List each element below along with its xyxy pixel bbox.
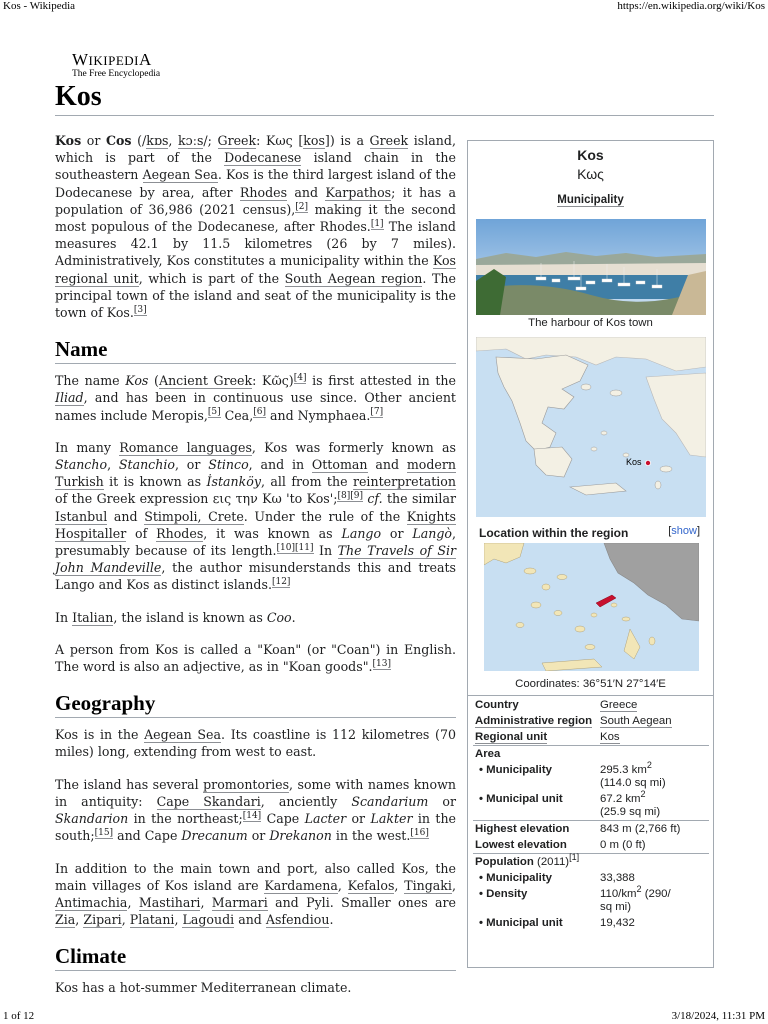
reference-link[interactable]: [9] [350, 491, 363, 502]
geography-paragraph-3: In addition to the main town and port, also called Kos, the main villages of Kos island are Kardamena, Kefalos, Tingaki, Antimachia, Mastihari, Marmari and Pyli. Smaller ones are Zia, Zipari, Platani, Lagoudi and Asfendiou. [55, 860, 456, 928]
kos-regional-unit-link[interactable]: Kos regional unit [55, 253, 456, 286]
village-link-kefalos[interactable]: Kefalos [347, 877, 395, 893]
print-title: Kos - Wikipedia [3, 0, 76, 12]
village-link-marmari[interactable]: Marmari [211, 894, 268, 910]
greece-locator-map[interactable] [476, 337, 706, 517]
show-toggle[interactable]: [show] [668, 525, 700, 537]
logo-tagline: The Free Encyclopedia [72, 69, 161, 79]
kos-regional-unit-link[interactable]: Kos [600, 730, 620, 743]
rhodes-link[interactable]: Rhodes [239, 184, 288, 200]
page-count: 1 of 12 [3, 1010, 35, 1022]
travels-mandeville-link[interactable]: The Travels of Sir John Mandeville [55, 543, 456, 576]
print-datetime: 3/18/2024, 11:31 PM [671, 1010, 765, 1022]
istanbul-link[interactable]: Istanbul [55, 508, 108, 524]
village-link-zia[interactable]: Zia [55, 912, 76, 928]
section-heading-name: Name [55, 336, 456, 364]
reference-link[interactable]: [14] [242, 810, 262, 821]
greek-language-link[interactable]: Greek [217, 133, 257, 148]
reference-link[interactable]: [4] [293, 373, 307, 384]
ancient-greek-link[interactable]: Ancient Greek [158, 373, 253, 389]
knights-hospitaller-link[interactable]: Knights Hospitaller [55, 508, 456, 541]
aegean-sea-link[interactable]: Aegean Sea [142, 167, 218, 183]
coordinates[interactable]: Coordinates: 36°51′N 27°14′E [515, 678, 666, 690]
aegean-sea-link[interactable]: Aegean Sea [144, 727, 222, 743]
iliad-link[interactable]: Iliad [55, 390, 84, 406]
intro-paragraph: Kos or Cos (/kɒs, kɔːs/; Greek: Κως [kos]) is a Greek island, which is part of the Dodecanese island chain in the southeastern Aegean Sea. Kos is the third largest island of the Dodecanese by area, after Rhodes and Karpathos; it has a population of 36,986 (2021 census),[2] making it the second most populous of the Dodecanese, after Rhodes.[1] The island measures 42.1 by 11.5 kilometres (26 by 7 miles). Administratively, Kos constitutes a municipality within the Kos regional unit, which is part of the South Aegean region. The principal town of the island and seat of the municipality is the town of Kos.[3] [55, 133, 457, 321]
name-paragraph-2: In many Romance languages, Kos was formerly known as Stancho, Stanchio, or Stinco, and in Ottoman and modern Turkish it is known as İstanköy, all from the reinterpretation of the Greek expression εις την Κω 'to Kos';[8][9] cf. the similar Istanbul and Stimpoli, Crete. Under the rule of the Knights Hospitaller of Rhodes, it was known as Lango or Langò, presumably because of its length.[10][11] In The Travels of Sir John Mandeville, the author misunderstands this and treats Lango and Kos as distinct islands.[12] [55, 439, 457, 593]
infobox-row-highest-elevation: Highest elevation 843 m (2,766 ft) [473, 821, 709, 838]
rhodes-link[interactable]: Rhodes [156, 525, 204, 541]
reference-link[interactable]: [5] [207, 407, 221, 418]
reference-link[interactable]: [8] [337, 491, 351, 502]
reference-link[interactable]: [3] [133, 304, 147, 315]
wikipedia-logo[interactable] [72, 50, 182, 79]
greek-link[interactable]: Greek [369, 133, 409, 148]
section-heading-geography: Geography [55, 690, 456, 718]
photo-caption: The harbour of Kos town [528, 317, 653, 329]
reinterpretation-link[interactable]: reinterpretation [352, 474, 456, 490]
kos-location-marker [645, 460, 650, 465]
infobox-row-country: Country Greece [475, 698, 638, 711]
italian-link[interactable]: Italian [72, 609, 114, 625]
south-aegean-link[interactable]: South Aegean [600, 714, 672, 727]
reference-link[interactable]: [2] [295, 201, 308, 212]
reference-link[interactable]: [16] [410, 828, 429, 839]
infobox-native-name: Κως [577, 166, 604, 182]
village-link-antimachia[interactable]: Antimachia [55, 894, 128, 910]
geography-paragraph-1: Kos is in the Aegean Sea. Its coastline is 112 kilometres (70 miles) long, extending from west to east. [55, 727, 456, 760]
village-link-zipari[interactable]: Zipari [83, 912, 122, 928]
print-url: https://en.wikipedia.org/wiki/Kos [617, 0, 765, 12]
location-label: Location within the region [479, 526, 629, 540]
ipa-link[interactable]: kɔːs [178, 133, 204, 148]
geography-paragraph-2: The island has several promontories, some with names known in antiquity: Cape Skandari, anciently Scandarium or Skandarion in the northeast;[14] Cape Lacter or Lakter in the south;[15] and Cape Drecanum or Drekanon in the west.[16] [55, 776, 457, 844]
infobox-row-regional-unit: Regional unit Kos [475, 730, 620, 743]
infobox-row-population-municipality: • Municipality 33,388 [479, 871, 635, 884]
karpathos-link[interactable]: Karpathos [325, 184, 392, 200]
village-link-asfendiou[interactable]: Asfendiou [265, 912, 330, 928]
infobox-row-population-heading: Population (2011)[1] [473, 854, 709, 871]
ipa-link[interactable]: kɒs [146, 133, 169, 148]
infobox-type[interactable]: Municipality [557, 194, 624, 206]
reference-link[interactable]: [7] [370, 407, 384, 418]
reference-link[interactable]: [10] [276, 542, 296, 553]
name-paragraph-3: In Italian, the island is known as Coo. [55, 609, 296, 625]
infobox-table [473, 697, 709, 931]
dodecanese-link[interactable]: Dodecanese [224, 150, 302, 166]
romance-languages-link[interactable]: Romance languages [119, 439, 252, 455]
print-footer [0, 1010, 768, 1024]
logo-wordmark: WIKIPEDIA [72, 50, 152, 69]
name-paragraph-4: A person from Kos is called a "Koan" (or "Coan") in English. The word is also an adjective, as in "Koan goods".[13] [55, 641, 456, 675]
infobox-row-lowest-elevation: Lowest elevation 0 m (0 ft) [475, 838, 646, 851]
ottoman-link[interactable]: Ottoman [311, 457, 368, 473]
village-link-tingaki[interactable]: Tingaki [404, 877, 452, 893]
reference-link[interactable]: [1] [370, 218, 384, 229]
infobox-divider [468, 695, 713, 696]
south-aegean-map[interactable] [484, 543, 699, 671]
village-link-mastihari[interactable]: Mastihari [138, 894, 201, 910]
climate-paragraph-1: Kos has a hot-summer Mediterranean climate. [55, 980, 352, 996]
modern-turkish-link[interactable]: modern Turkish [55, 457, 456, 490]
cape-skandari-link[interactable]: Cape Skandari [156, 793, 261, 809]
ipa-link[interactable]: kos [303, 133, 325, 148]
reference-link[interactable]: [15] [94, 828, 114, 839]
village-link-lagoudi[interactable]: Lagoudi [182, 912, 235, 928]
infobox [467, 140, 714, 968]
section-heading-climate: Climate [55, 943, 456, 971]
name-paragraph-1: The name Kos (Ancient Greek: Κῶς)[4] is first attested in the Iliad, and has been in continuous use since. Other ancient names include Meropis,[5] Cea,[6] and Nymphaea.[7] [55, 373, 456, 423]
infobox-row-area-municipal-unit: • Municipal unit 67.2 $km^2$ (25.9 sq mi) [479, 788, 661, 818]
village-link-kardamena[interactable]: Kardamena [264, 877, 338, 893]
reference-link[interactable]: [12] [271, 577, 291, 588]
infobox-row-area-heading: Area [473, 746, 709, 763]
infobox-row-admin-region: Administrative region South Aegean [475, 714, 672, 727]
reference-link[interactable]: [11] [295, 542, 314, 553]
south-aegean-link[interactable]: South Aegean region [284, 270, 423, 286]
print-header [0, 0, 768, 14]
kos-map-label: Kos [626, 457, 642, 467]
village-link-platani[interactable]: Platani [129, 912, 175, 928]
reference-link[interactable]: [6] [253, 407, 266, 418]
infobox-row-population-municipal-unit: • Municipal unit 19,432 [479, 916, 635, 929]
infobox-row-density: • Density $110/km^2$ (290/ sq mi) [479, 883, 671, 913]
reference-link[interactable]: [13] [372, 658, 391, 669]
promontories-link[interactable]: promontories [203, 776, 290, 792]
stimpoli-link[interactable]: Stimpoli, Crete [144, 508, 244, 524]
page-title: Kos [55, 80, 714, 116]
article-body [55, 132, 456, 1012]
infobox-row-area-municipality: • Municipality 295.3 $km^2$ (114.0 sq mi) [479, 759, 666, 789]
harbour-photo[interactable] [476, 219, 706, 315]
greece-link[interactable]: Greece [600, 698, 638, 711]
reference-link[interactable]: [1] [569, 851, 580, 862]
infobox-title: Kos [577, 147, 604, 163]
